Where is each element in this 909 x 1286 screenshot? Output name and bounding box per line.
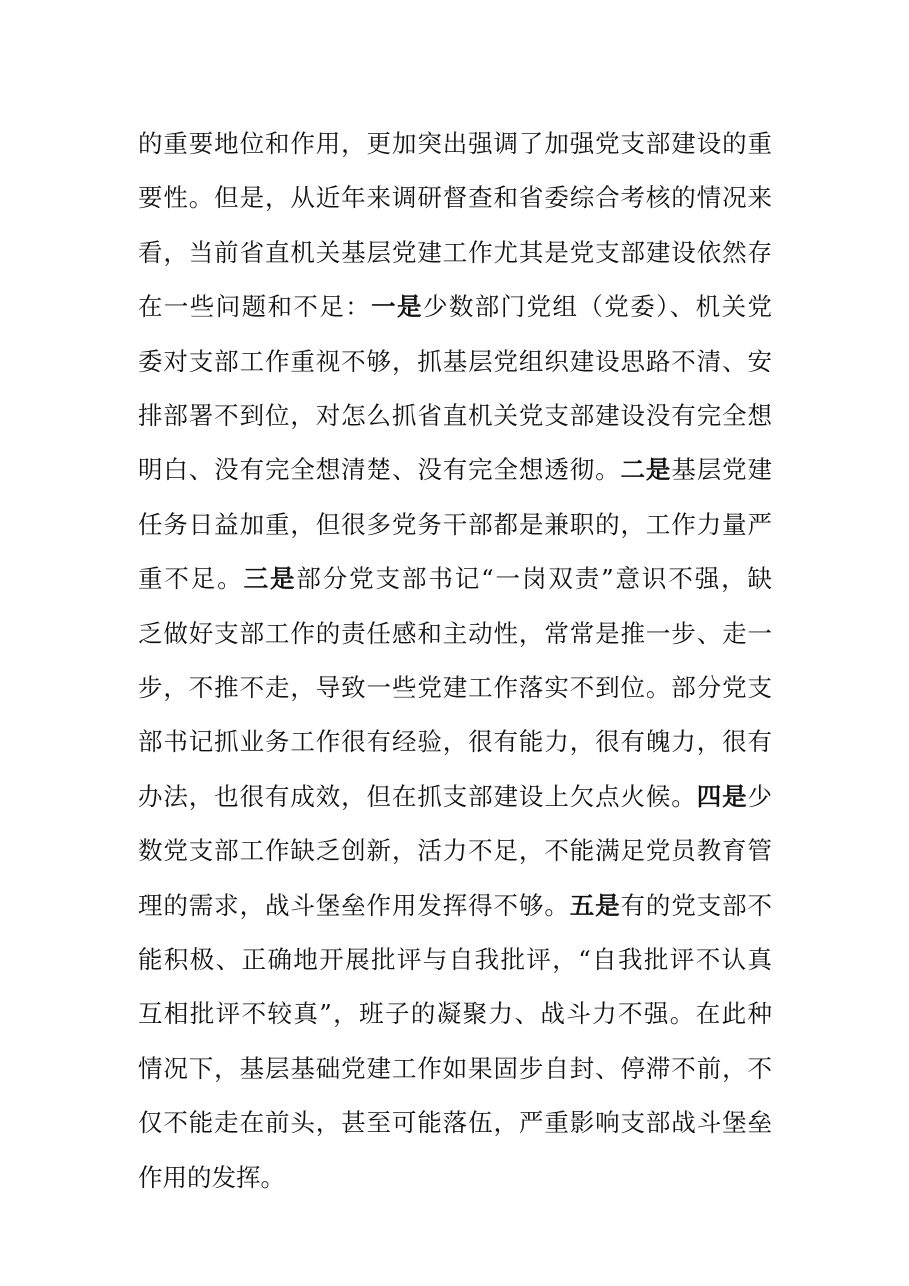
text-line [138,614,772,654]
text-run: 少数部门党组（党委）、机关党 [422,292,772,322]
text-run: 理的需求，战斗堡垒作用发挥得不够。 [138,890,570,920]
text-line [138,124,772,164]
text-line [138,1103,772,1143]
text-line [138,287,772,327]
text-run: 数党支部工作缺乏创新，活力不足，不能满足党员教育管 [138,836,772,866]
emphasis-marker: 二是 [620,455,672,485]
text-line [138,233,772,273]
text-line [138,994,772,1034]
text-run: 排部署不到位，对怎么抓省直机关党支部建设没有完全想 [138,401,772,430]
text-line [138,1158,772,1198]
emphasis-marker: 一是 [371,292,423,322]
text-run: 作用的发挥。 [138,1162,285,1192]
text-run: 情况下，基层基础党建工作如果固步自封、停滞不前，不 [138,1053,772,1083]
text-line [138,342,772,382]
text-line [138,777,772,817]
text-line [138,940,772,980]
text-run: 仅不能走在前头，甚至可能落伍，严重影响支部战斗堡垒 [138,1108,772,1138]
text-run: 看，当前省直机关基层党建工作尤其是党支部建设依然存 [138,237,772,267]
text-run: 任务日益加重，但很多党务干部都是兼职的，工作力量严 [138,509,772,539]
text-line [138,886,772,926]
text-run: 基层党建 [671,455,772,485]
text-line [138,722,772,762]
text-run: 部分党支部书记“一岗双责”意识不强，缺 [296,564,772,594]
text-run: 有的党支部不 [620,890,772,920]
text-run: 要性。但是，从近年来调研督查和省委综合考核的情况来 [138,183,772,213]
emphasis-marker: 五是 [569,890,621,920]
text-run: 在一些问题和不足： [138,292,372,322]
text-run: 互相批评不较真”，班子的凝聚力、战斗力不强。在此种 [138,999,772,1029]
text-run: 的重要地位和作用，更加突出强调了加强党支部建设的重 [138,129,772,158]
text-run: 部书记抓业务工作很有经验，很有能力，很有魄力，很有 [138,727,772,757]
text-run: 少 [747,781,772,811]
text-line [138,668,772,708]
text-line [138,1049,772,1089]
text-run: 能积极、正确地开展批评与自我批评，“自我批评不认真 [138,945,772,974]
text-line [138,831,772,871]
text-line [138,505,772,545]
text-run: 乏做好支部工作的责任感和主动性，常常是推一步、走一 [138,618,772,648]
emphasis-marker: 四是 [696,781,748,811]
text-run: 委对支部工作重视不够，抓基层党组织建设思路不清、安 [138,346,772,376]
text-run: 步，不推不走，导致一些党建工作落实不到位。部分党支 [138,673,772,702]
text-run: 重不足。 [138,564,244,594]
text-line [138,396,772,436]
text-run: 明白、没有完全想清楚、没有完全想透彻。 [138,455,621,485]
text-line [138,450,772,490]
text-run: 办法，也很有成效，但在抓支部建设上欠点火候。 [138,781,697,811]
text-line [138,178,772,218]
emphasis-marker: 三是 [243,564,297,594]
text-line [138,559,772,599]
